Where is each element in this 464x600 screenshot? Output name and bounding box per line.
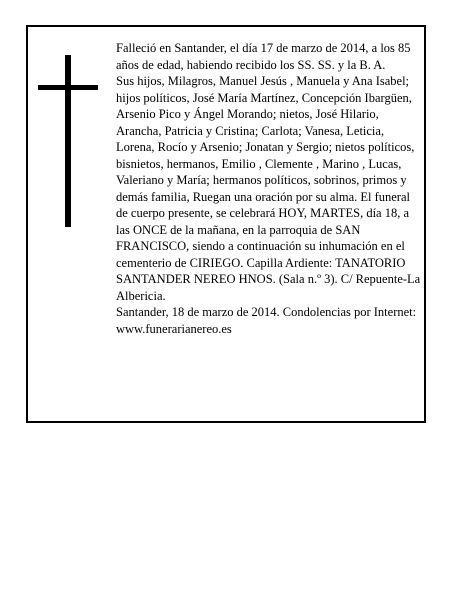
death-announcement: Falleció en Santander, el día 17 de marzo de 2014, a los 85 años de edad, habiendo recibido los SS. SS. y la B. A.	[116, 41, 411, 72]
obituary-notice	[26, 25, 426, 423]
family-and-funeral-details: Sus hijos, Milagros, Manuel Jesús , Manuela y Ana Isabel; hijos políticos, José María Martínez, Concepción Ibargüen, Arsenio Pico y Ángel Morando; nietos, José Hilario, Arancha, Patricia y Cristina; Carlota; Vanesa, Leticia, Lorena, Rocío y Arsenio; Jonatan y Sergio; nietos políticos, bisnietos, hermanos, Emilio , Clemente , Marino , Lucas, Valeriano y María; hermanos políticos, sobrinos, primos y demás familia, Ruegan una oración por su alma. El funeral de cuerpo presente, se celebrará HOY, MARTES, día 18, a las ONCE de la mañana, en la parroquia de SAN FRANCISCO, siendo a continuación su inhumación en el cementerio de CIRIEGO. Capilla Ardiente: TANATORIO SANTANDER NEREO HNOS. (Sala n.º 3). C/ Repuente-La Albericia.	[116, 74, 421, 303]
date-and-condolences: Santander, 18 de marzo de 2014. Condolencias por Internet: www.funerarianereo.es	[116, 305, 417, 336]
cross-horizontal-bar	[38, 85, 98, 90]
notice-text	[116, 40, 421, 337]
cross-vertical-bar	[65, 55, 71, 227]
latin-cross-icon	[38, 55, 98, 227]
